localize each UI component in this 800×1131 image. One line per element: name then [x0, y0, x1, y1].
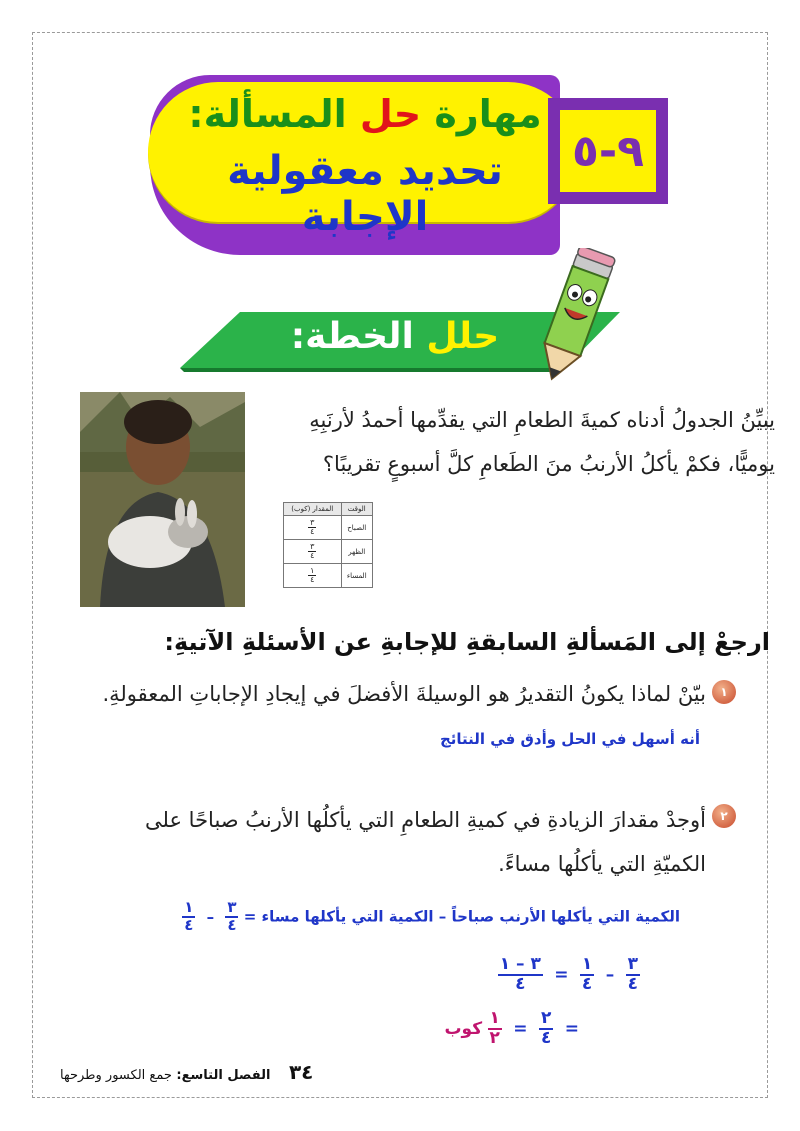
title-part-3: المسألة: [188, 92, 360, 136]
question-2-text [100, 798, 706, 886]
table-row [284, 516, 373, 540]
problem-line-2: يوميًّا، فكمْ يأكلُ الأرنبُ منَ الطَعامِ كلَّ أسبوعٍ تقريبًا؟ [322, 452, 775, 476]
food-table [283, 502, 373, 588]
title-part-1: مهارة [421, 92, 542, 136]
table-cell-amount [284, 540, 342, 564]
plan-heading [270, 316, 520, 357]
question-1-bullet-icon: ١ [712, 680, 736, 704]
fraction-denominator: ٤ [627, 973, 638, 994]
minus-sign: – [206, 907, 215, 926]
table-cell-time: المساء [341, 564, 373, 588]
table-row [284, 540, 373, 564]
problem-text [255, 398, 775, 486]
fraction-three-quarters [626, 956, 640, 994]
question-1-answer: أنه أسهل في الحل وأدق في النتائج [439, 730, 700, 748]
fraction-denominator: ٢ [489, 1027, 500, 1048]
fraction-three-quarters [225, 900, 238, 934]
table-header-time: الوقت [341, 503, 373, 516]
fraction-denominator: ٤ [310, 527, 315, 536]
equals-sign: = [513, 1018, 528, 1039]
fraction-numerator: ٣ [310, 541, 315, 551]
solution-equation-2 [300, 956, 640, 994]
lesson-number: ٩-٥ [560, 110, 656, 192]
title-part-2: حل [359, 92, 422, 136]
question-2-bullet-icon: ٢ [712, 804, 736, 828]
table-cell-time: الظهر [341, 540, 373, 564]
question-1-text: بيّنْ لماذا يكونُ التقديرُ هو الوسيلةَ الأفضلَ في إيجادِ الإجاباتِ المعقولةِ. [102, 682, 706, 706]
fraction-two-quarters [539, 1010, 553, 1048]
fraction-one-quarter [182, 900, 195, 934]
fraction-numerator: ١ [184, 898, 194, 916]
table-header-amount: المقدار (كوب) [284, 503, 342, 516]
plan-word-1: حلل [426, 316, 500, 357]
unit-label: كوب [444, 1018, 483, 1039]
fraction-numerator: ٢ [540, 1008, 552, 1028]
fraction-one-half [488, 1010, 502, 1048]
pencil-mascot-icon [520, 248, 630, 388]
equals-sign: = [554, 964, 569, 985]
chapter-label: الفصل التاسع: [176, 1068, 271, 1083]
fraction-numerator: ١ [310, 565, 315, 575]
title-line-2: تحديد معقولية الإجابة [227, 148, 503, 240]
section-heading: ارجعْ إلى المَسألةِ السابقةِ للإجابةِ عن الأسئلةِ الآتيةِ: [164, 628, 770, 656]
fraction-numerator: ٣ [627, 954, 638, 974]
solution-equation-1 [100, 900, 680, 934]
fraction-denominator: ٤ [227, 915, 237, 934]
chapter-title: جمع الكسور وطرحها [60, 1068, 172, 1083]
minus-sign: – [605, 964, 615, 985]
fraction-numerator: ٣ [310, 517, 315, 527]
fraction-one-quarter [580, 956, 594, 994]
page-number: ٣٤ [288, 1060, 314, 1084]
question-2-line-2: الكميّةِ التي يأكلُها مساءً. [498, 852, 706, 876]
fraction-numerator: ٣ – ١ [499, 954, 541, 974]
fraction-denominator: ٤ [515, 973, 526, 994]
fraction-denominator: ٤ [310, 575, 315, 584]
fraction-denominator: ٤ [540, 1027, 552, 1048]
solution-equation-1-text: الكمية التي يأكلها الأرنب صباحاً – الكمية التي يأكلها مساء = [243, 907, 680, 926]
page-footer [60, 1060, 400, 1084]
problem-line-1: يبيِّنُ الجدولُ أدناه كميةَ الطعامِ التي يقدِّمها أحمدُ لأرنَبِهِ [309, 408, 775, 432]
fraction-numerator: ١ [489, 1008, 500, 1028]
title-line-1 [180, 92, 550, 136]
fraction-numerator: ١ [581, 954, 593, 974]
solution-equation-3 [300, 1010, 585, 1048]
fraction-denominator: ٤ [581, 973, 593, 994]
fraction-numerator: ٣ [227, 898, 237, 916]
equals-sign: = [564, 1018, 579, 1039]
table-cell-amount [284, 516, 342, 540]
fraction-denominator: ٤ [310, 551, 315, 560]
question-2-line-1: أوجدْ مقدارَ الزيادةِ في كميةِ الطعامِ التي يأكلُها الأرنبُ صباحًا على [145, 808, 706, 832]
fraction-denominator: ٤ [184, 915, 194, 934]
boy-with-rabbit-photo [80, 392, 245, 607]
table-cell-amount [284, 564, 342, 588]
table-header-row [284, 503, 373, 516]
table-cell-time: الصباح [341, 516, 373, 540]
table-row [284, 564, 373, 588]
plan-word-2: الخطة: [290, 316, 427, 357]
fraction-difference [498, 956, 543, 994]
